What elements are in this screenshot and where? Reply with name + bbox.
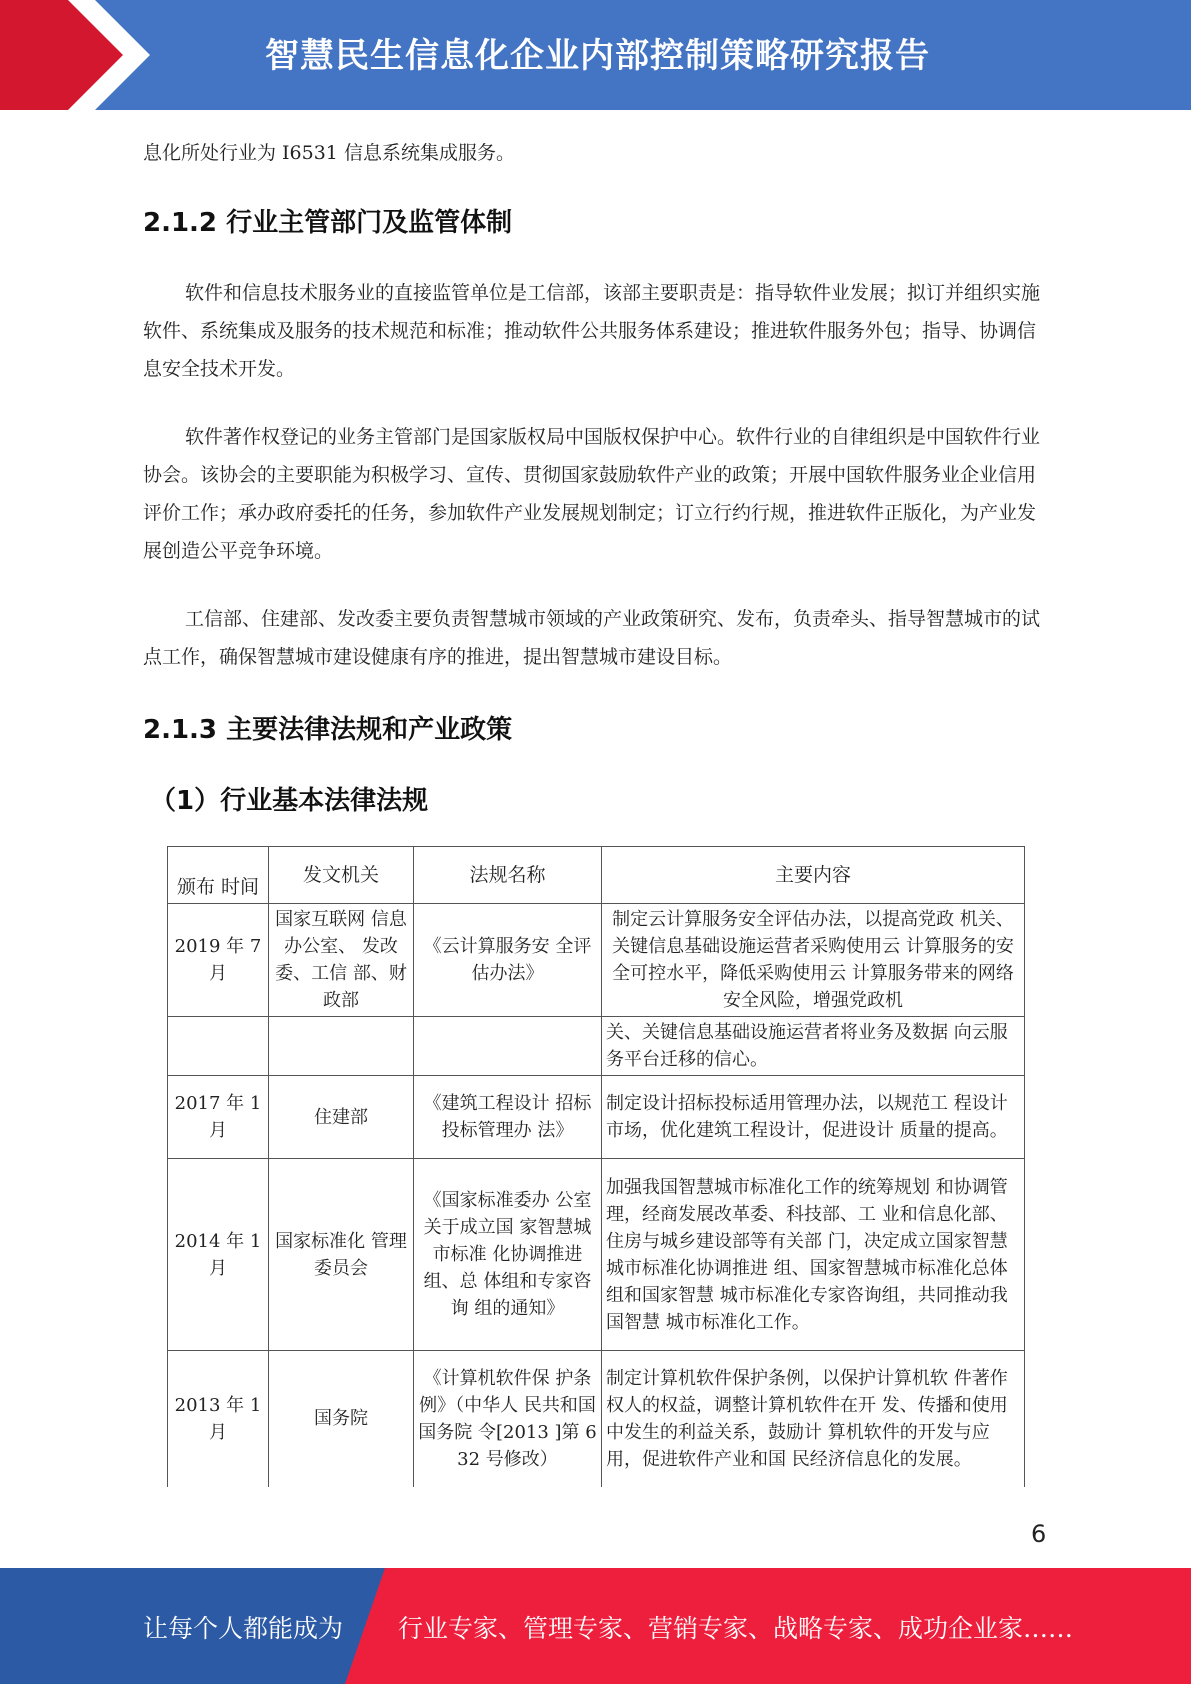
section-heading-2-1-2: 2.1.2 行业主管部门及监管体制 [143, 208, 513, 238]
footer-slogan-left: 让每个人都能成为 [143, 1614, 344, 1643]
column-header-org: 发文机关 [269, 847, 414, 904]
column-header-name: 法规名称 [414, 847, 602, 904]
report-title: 智慧民生信息化企业内部控制策略研究报告 [265, 36, 930, 76]
cell-name: 《建筑工程设计 招标投标管理办 法》 [414, 1076, 602, 1159]
table-row [168, 1351, 1025, 1487]
cell-name: 《云计算服务安 全评估办法》 [414, 904, 602, 1017]
footer-band [0, 1568, 1191, 1684]
cell-content: 加强我国智慧城市标准化工作的统筹规划 和协调管理，经商发展改革委、科技部、工 业和信息化部、住房与城乡建设部等有关部 门，决定成立国家智慧城市标准化协调推进 组、国家智慧城市标准化总体组和国家智慧 城市标准化专家咨询组，共同推动我国智慧 城市标准化工作。 [602, 1159, 1025, 1351]
cell-content: 制定云计算服务安全评估办法，以提高党政 机关、关键信息基础设施运营者采购使用云 计算服务的安全可控水平，降低采购使用云 计算服务带来的网络安全风险，增强党政机 [602, 904, 1025, 1017]
footer-slogan-right: 行业专家、管理专家、营销专家、战略专家、成功企业家…… [398, 1614, 1074, 1643]
paragraph-intro: 息化所处行业为 I6531 信息系统集成服务。 [143, 142, 515, 164]
column-header-content: 主要内容 [602, 847, 1025, 904]
paragraph-ministries: 工信部、住建部、发改委主要负责智慧城市领域的产业政策研究、发布，负责牵头、指导智慧城市的试点工作，确保智慧城市建设健康有序的推进，提出智慧城市建设目标。 [143, 608, 1041, 668]
page-number: 6 [1031, 1520, 1047, 1548]
cell-time: 2014 年 1月 [168, 1159, 269, 1351]
table-header-row [168, 847, 1025, 904]
column-header-time: 颁布 时间 [168, 847, 269, 904]
cell-content: 制定计算机软件保护条例，以保护计算机软 件著作权人的权益，调整计算机软件在开 发、传播和使用中发生的利益关系，鼓励计 算机软件的开发与应用，促进软件产业和国 民经济信息化的发展。 [602, 1351, 1025, 1487]
laws-table [167, 846, 1025, 1487]
paragraph-copyright: 软件著作权登记的业务主管部门是国家版权局中国版权保护中心。软件行业的自律组织是中国软件行业协会。该协会的主要职能为积极学习、宣传、贯彻国家鼓励软件产业的政策；开展中国软件服务业企业信用评价工作；承办政府委托的任务，参加软件产业发展规划制定；订立行约行规，推进软件正版化，为产业发展创造公平竞争环境。 [143, 426, 1041, 562]
section-heading-2-1-3: 2.1.3 主要法律法规和产业政策 [143, 715, 513, 745]
cell-org: 国务院 [269, 1351, 414, 1487]
table-row [168, 1017, 1025, 1076]
cell-time: 2017 年 1月 [168, 1076, 269, 1159]
table-row [168, 1159, 1025, 1351]
cell-org [269, 1017, 414, 1076]
paragraph-regulator: 软件和信息技术服务业的直接监管单位是工信部，该部主要职责是：指导软件业发展；拟订并组织实施软件、系统集成及服务的技术规范和标准；推动软件公共服务体系建设；推进软件服务外包；指导、协调信息安全技术开发。 [143, 282, 1041, 380]
cell-time [168, 1017, 269, 1076]
subsection-heading-basic-laws: （1）行业基本法律法规 [150, 786, 429, 816]
cell-name [414, 1017, 602, 1076]
cell-name: 《国家标准委办 公室关于成立国 家智慧城市标准 化协调推进组、总 体组和专家咨询 组的通知》 [414, 1159, 602, 1351]
cell-content: 关、关键信息基础设施运营者将业务及数据 向云服务平台迁移的信心。 [602, 1017, 1025, 1076]
cell-content: 制定设计招标投标适用管理办法，以规范工 程设计市场，优化建筑工程设计，促进设计 质量的提高。 [602, 1076, 1025, 1159]
cell-org: 住建部 [269, 1076, 414, 1159]
cell-org: 国家标准化 管理委员会 [269, 1159, 414, 1351]
table-row [168, 1076, 1025, 1159]
cell-org: 国家互联网 信息办公室、 发改委、工信 部、财政部 [269, 904, 414, 1017]
cell-name: 《计算机软件保 护条例》（中华人 民共和国国务院 令[2013 ]第 632 号修改） [414, 1351, 602, 1487]
chevron-arrow-icon [0, 0, 160, 110]
table-row [168, 904, 1025, 1017]
header-band [0, 0, 1191, 110]
cell-time: 2013 年 1月 [168, 1351, 269, 1487]
cell-time: 2019 年 7月 [168, 904, 269, 1017]
